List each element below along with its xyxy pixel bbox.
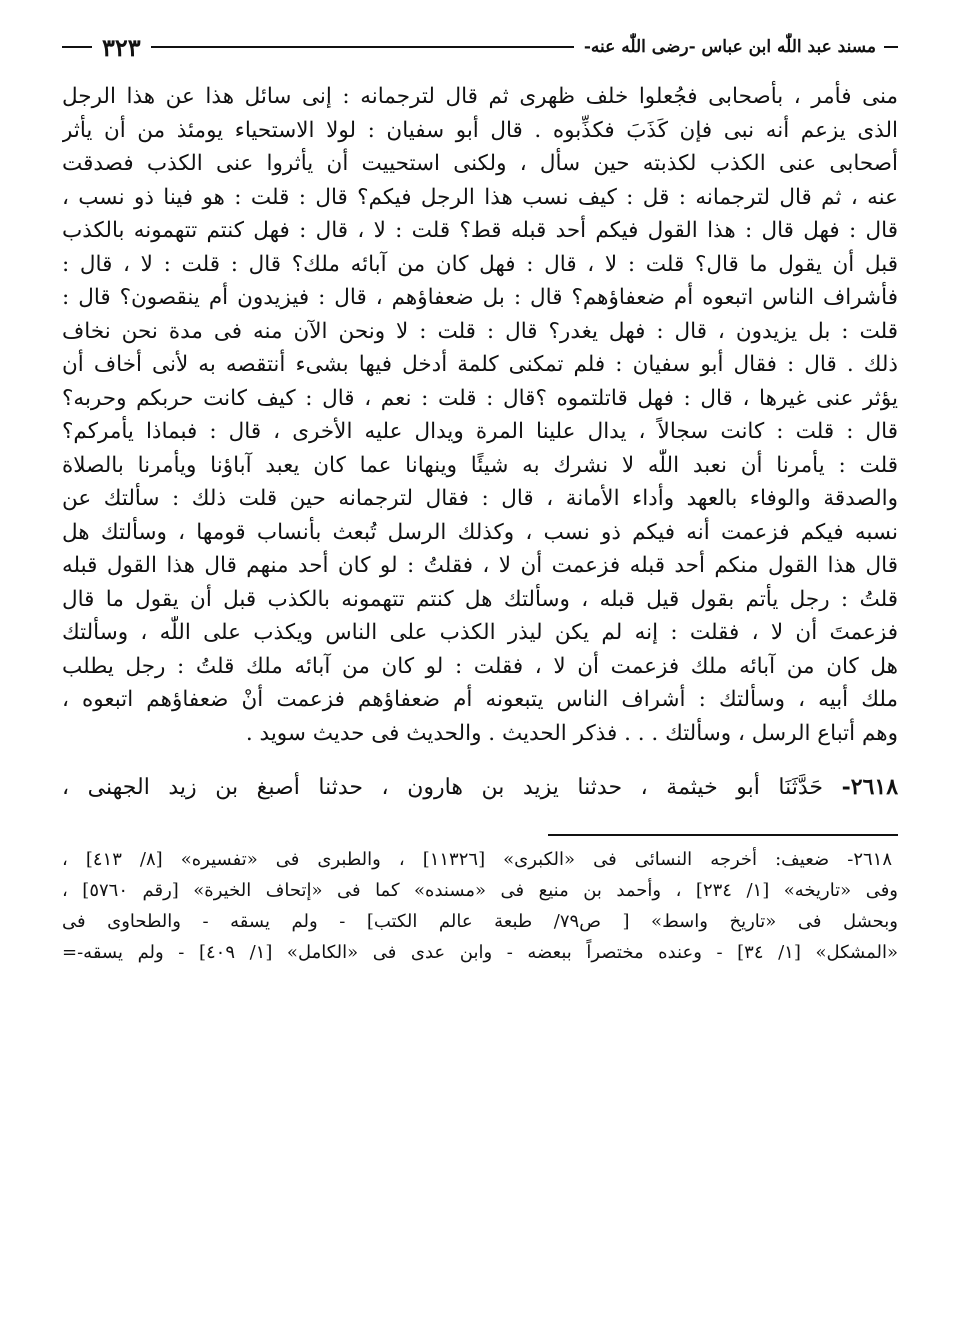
footnote-line: ٢٦١٨- ضعيف: أخرجه النسائى فى «الكبرى» [١١٣٢٦] ، والطبرى فى «تفسيره» [٨/ ٤١٣] ، — [62, 849, 892, 870]
text-line: وهم أتباع الرسل ، وسألتك . . . فذكر الحديث . والحديث فى حديث سويد . — [245, 720, 898, 746]
footnote-line: وفى «تاريخه» [١/ ٢٣٤] ، وأحمد بن منيع فى «مسنده» كما فى «إتحاف الخيرة» [رقم ٥٧٦٠] ، — [62, 880, 898, 901]
hadith-chain: حَدَّثَنَا أبو خيثمة ، حدثنا يزيد بن هارون ، حدثنا أصبغ بن زيد الجهنى ، — [62, 775, 824, 800]
text-line: عنه ، ثم قال لترجمانه : قل : كيف نسب هذا الرجل فيكم؟ قال : قلت : هو فينا ذو نسب ، — [62, 184, 898, 210]
text-line: قال : فهل قال : هذا القول فيكم أحد قبله قط؟ قلت : لا ، قال : فهل كنتم تتهمونه بالكذب — [62, 218, 898, 243]
text-line: هل كان من آبائه ملك فزعمت أن لا ، فقلت : لو كان من آبائه ملك قلتُ : رجل يطلب — [62, 653, 898, 679]
text-line: قلت : يأمرنا أن نعبد اللّٰه لا نشرك به شيئًا وينهانا عما كان يعبد آباؤنا ويأمرنا بالصلاة — [62, 452, 898, 478]
text-line: منى فأمر ، بأصحابى فجُعلوا خلف ظهرى ثم قال لترجمانه : إنى سائل هذا عن هذا الرجل — [62, 84, 898, 109]
footnote-line: وبحشل فى «تاريخ واسط» [ ص٧٩/ طبعة عالم الكتب] - ولم يسقه - والطحاوى فى — [62, 911, 898, 932]
footnotes — [62, 844, 898, 968]
text-line: قلتُ : رجل يأتم بقول قيل قبله ، وسألتك هل كنتم تتهمونه بالكذب قبل أن يقول ما قال — [62, 586, 898, 612]
header-title: مسند عبد اللّٰه ابن عباس -رضى اللّٰه عنه- — [583, 37, 876, 57]
text-line: يؤثر عنى غيرها ، قال : فهل قاتلتموه ؟قال : قلت : نعم ، قال : كيف كانت حربكم وحربه؟ — [62, 385, 898, 411]
text-line: الذى يزعم أنه نبى فإن كَذَبَ فكذِّبوه . قال أبو سفيان : لولا الاستحياء يومئذ من أن يأثر — [62, 117, 898, 143]
text-line: فأشراف الناس اتبعوه أم ضعفاؤهم؟ قال : بل ضعفاؤهم ، قال : فيزيدون أم ينقصون؟ قال : — [62, 285, 898, 310]
main-text — [62, 80, 898, 750]
page-number: ٣٢٣ — [102, 32, 141, 62]
text-line: قال هذا القول منكم أحد قبله فزعمت أن لا ، فقلتُ : لو كان أحد منهم قال هذا القول قبله — [62, 553, 898, 578]
text-line: قلت : بل يزيدون ، قال : فهل يغدر؟ قال : قلت : لا ونحن الآن منه فى مدة نحن نخاف — [62, 318, 898, 344]
text-line: ملك أبيه ، وسألتك : أشراف الناس يتبعونه أم ضعفاؤهم فزعمت أنْ ضعفاؤهم اتبعوه ، — [62, 687, 898, 712]
text-line: قال : قلت : كانت سجالاً ، يدال علينا المرة ويدال عليه الأخرى ، قال : فبماذا يأمركم؟ — [62, 419, 898, 444]
text-line: والصدقة والوفاء بالعهد وأداء الأمانة ، قال : فقال لترجمانه حين قلت ذلك : سألتك عن — [62, 486, 898, 511]
hadith-opening — [62, 770, 898, 804]
header-tail-dash — [62, 46, 92, 48]
text-line: فزعمتَ أن لا ، فقلت : إنه لم يكن ليذر الكذب على الناس ويكذب على اللّٰه ، وسألتك — [62, 620, 898, 645]
text-line: أصحابى عنى الكذب لكذبته حين سأل ، ولكنى استحييت أن يأثروا عنى الكذب فصدقت — [62, 151, 898, 176]
book-page — [62, 30, 898, 968]
text-line: ذلك . قال : فقال أبو سفيان : فلم تمكنى كلمة أدخل فيها بشىء أنتقصه به لأنى أخاف أن — [62, 352, 898, 377]
header-rule — [151, 46, 574, 48]
footnote-line: «المشكل» [١/ ٣٤] - وعنده مختصراً ببعضه - وابن عدى فى «الكامل» [١/ ٤٠٩] - ولم يسقه-= — [62, 942, 898, 963]
hadith-number: ٢٦١٨- — [841, 774, 898, 800]
footnote-divider — [548, 834, 898, 836]
text-line: نسبه فيكم فزعمت أنه فيكم ذو نسب ، وكذلك الرسل تُبعث بأنساب قومها ، وسألتك هل — [62, 519, 898, 545]
running-header — [62, 30, 898, 64]
header-lead-dash — [884, 46, 898, 48]
text-line: قبل أن يقول ما قال؟ قلت : لا ، قال : فهل كان من آبائه ملك؟ قال : قلت : لا ، قال : — [62, 251, 898, 277]
